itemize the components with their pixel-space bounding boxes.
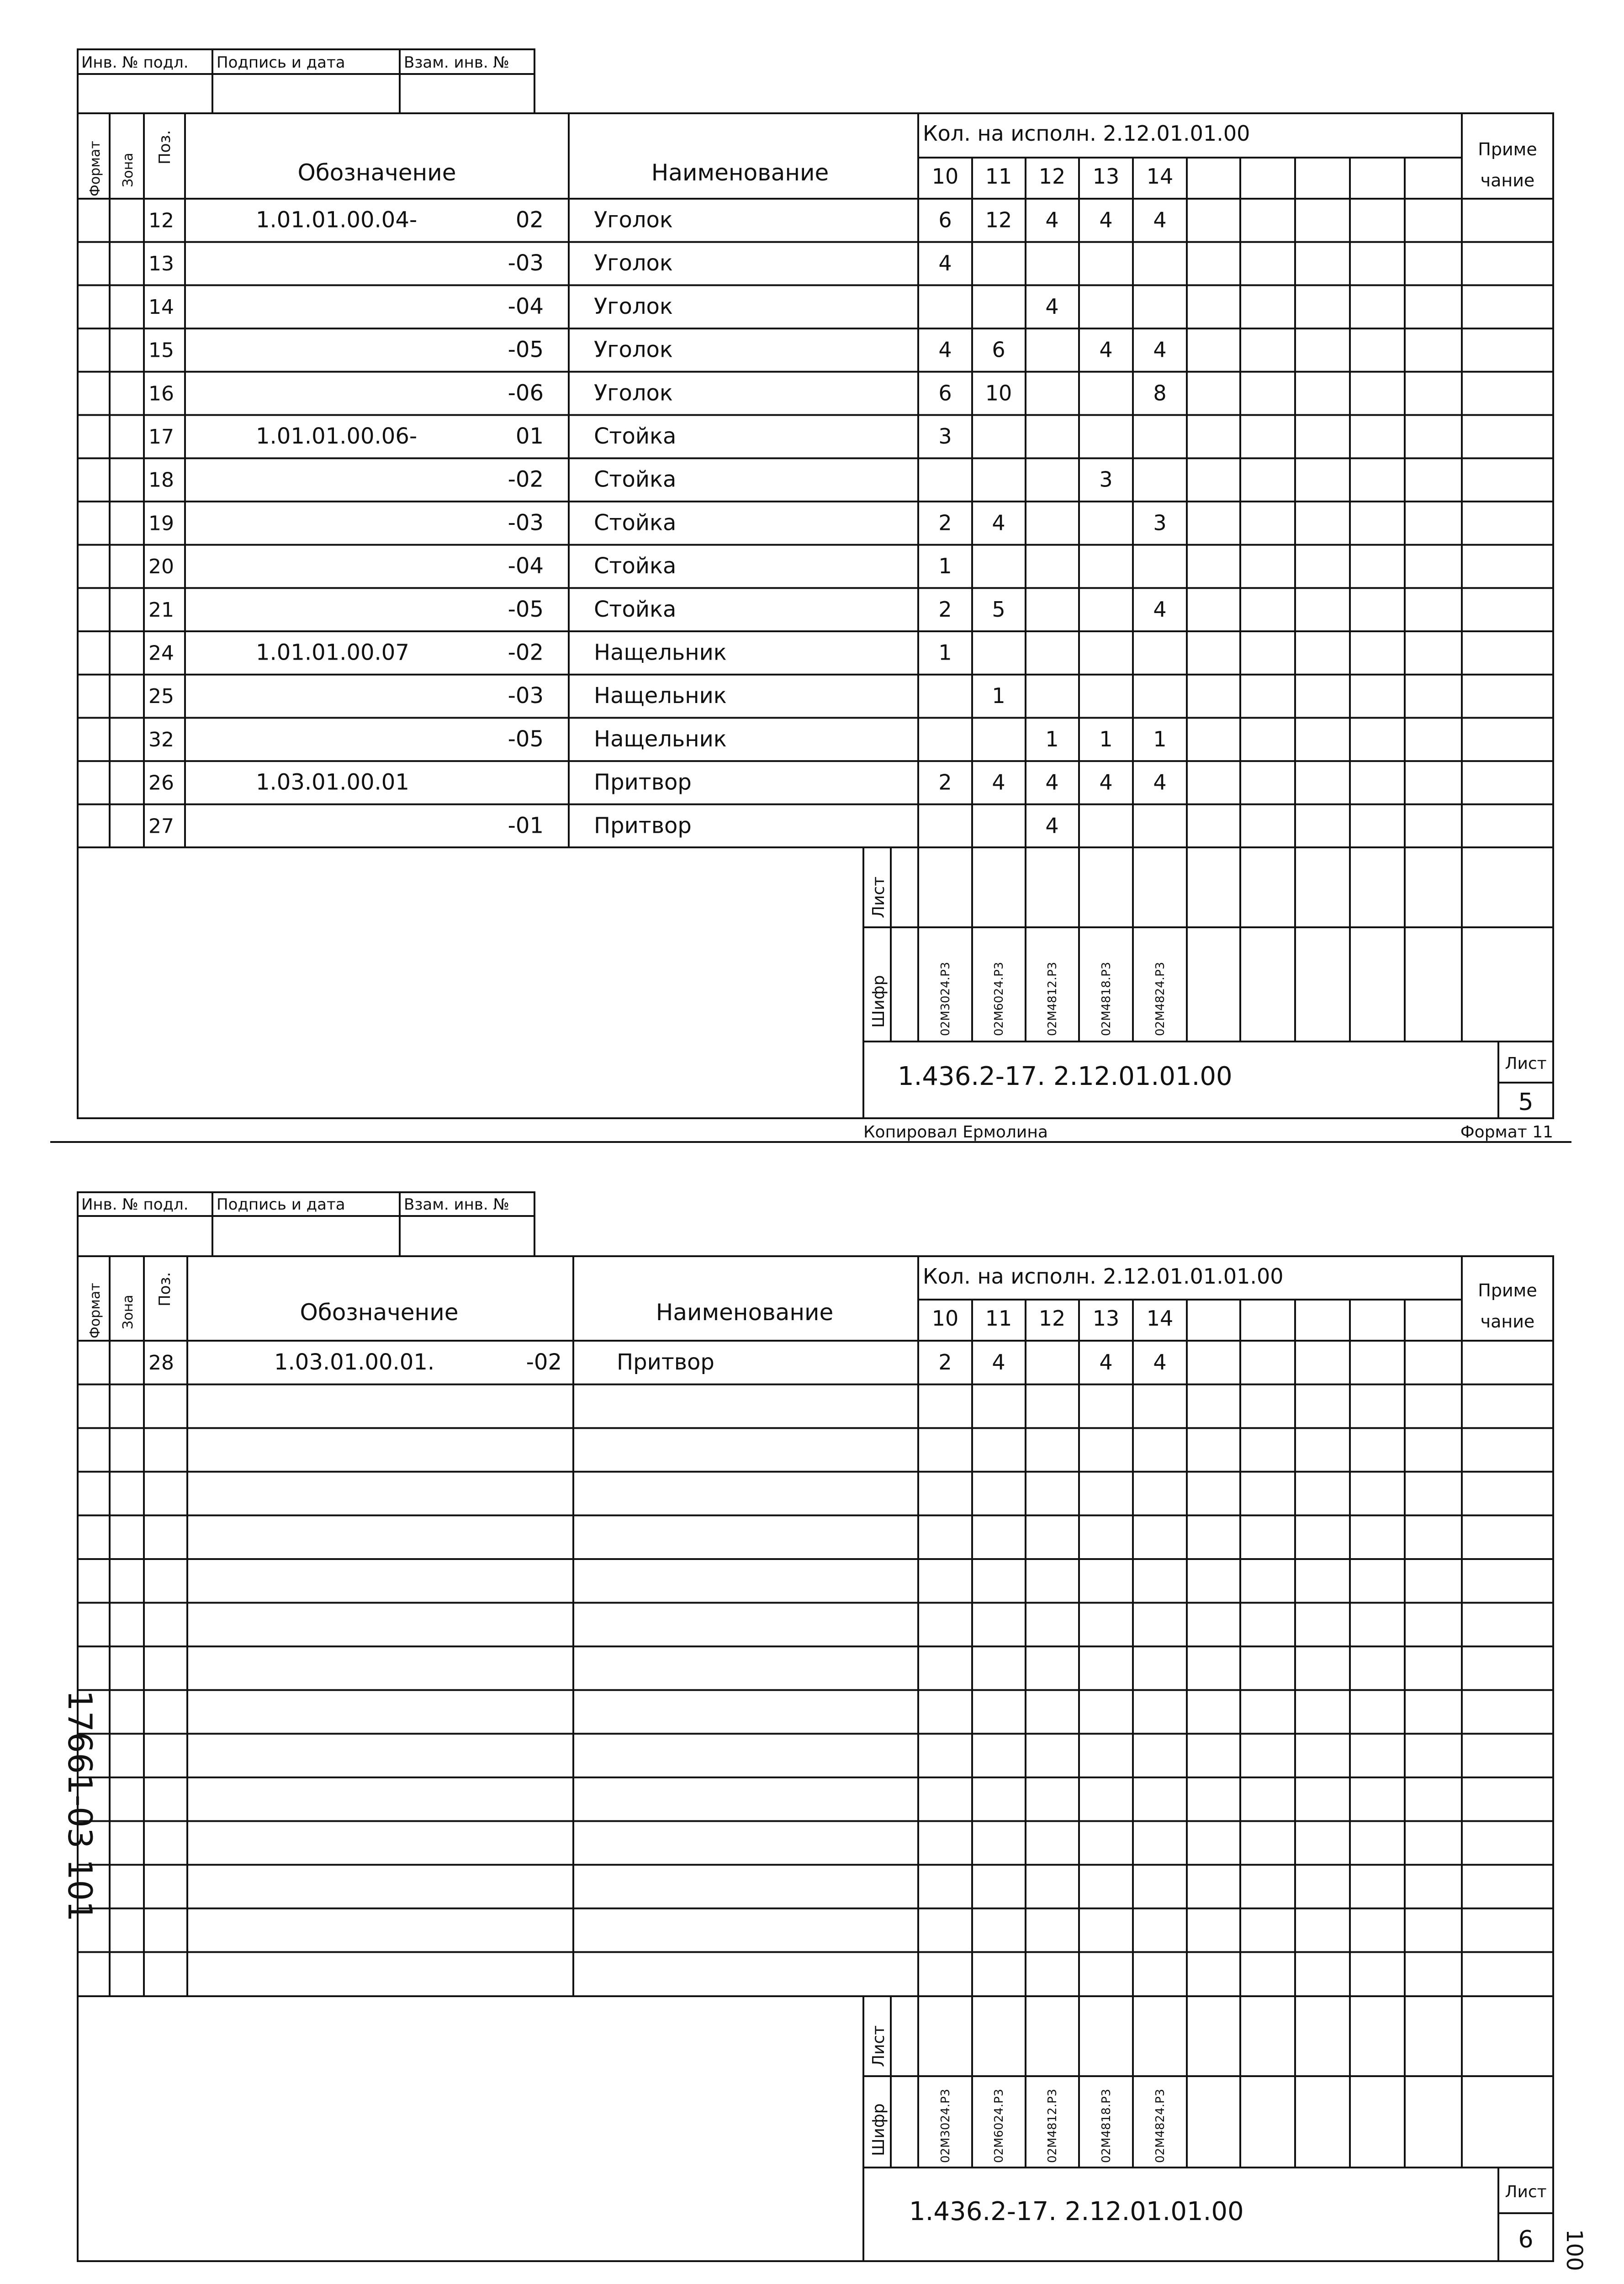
row-name: Нащельник bbox=[594, 640, 727, 666]
sheet-1 bbox=[81, 53, 1553, 1142]
qty-col-header: 14 bbox=[1146, 164, 1174, 189]
row-designation-suffix: -05 bbox=[508, 726, 544, 752]
table-row bbox=[148, 337, 1167, 363]
code-label: 02М6024.Р3 bbox=[992, 962, 1006, 1036]
code-label: 02М3024.Р3 bbox=[939, 2088, 952, 2163]
stamp-podpis: Подпись и дата bbox=[217, 1195, 345, 1214]
row-name: Уголок bbox=[594, 207, 673, 233]
table-row bbox=[148, 250, 952, 276]
qty-col-header: 14 bbox=[1146, 1306, 1174, 1331]
row-qty: 3 bbox=[1099, 467, 1113, 492]
footer-list-label: Лист bbox=[869, 2025, 888, 2067]
stamp-podpis: Подпись и дата bbox=[217, 53, 345, 72]
code-label: 02М4818.Р3 bbox=[1100, 962, 1113, 1036]
table-row bbox=[148, 1349, 1167, 1375]
row-name: Притвор bbox=[594, 769, 692, 795]
table-row bbox=[148, 380, 1167, 406]
footer-list-label: Лист bbox=[869, 876, 888, 918]
row-qty: 6 bbox=[938, 381, 952, 406]
row-qty: 4 bbox=[1045, 294, 1059, 319]
row-designation-suffix: -05 bbox=[508, 596, 544, 622]
row-designation: 1.03.01.00.01 bbox=[256, 769, 409, 795]
row-qty: 4 bbox=[1099, 770, 1113, 795]
row-designation-suffix: -02 bbox=[508, 466, 544, 492]
sheet-number: 6 bbox=[1518, 2226, 1534, 2253]
qty-col-header: 10 bbox=[931, 1306, 959, 1331]
row-designation-suffix: -04 bbox=[508, 293, 544, 319]
row-qty: 1 bbox=[992, 683, 1005, 708]
table-row bbox=[148, 294, 1059, 319]
header-name: Наименование bbox=[651, 159, 829, 186]
row-qty: 1 bbox=[1045, 726, 1059, 751]
qty-col-header: 12 bbox=[1038, 164, 1066, 189]
side-note: 17661-03 101 bbox=[61, 1690, 99, 1922]
code-label: 02М6024.Р3 bbox=[992, 2088, 1006, 2163]
row-qty: 2 bbox=[938, 597, 952, 622]
row-qty: 1 bbox=[1153, 726, 1167, 751]
row-name: Стойка bbox=[594, 423, 677, 449]
header-designation: Обозначение bbox=[297, 159, 456, 186]
qty-col-header: 10 bbox=[931, 164, 959, 189]
stamp-vzam: Взам. инв. № bbox=[404, 53, 509, 72]
row-name: Уголок bbox=[594, 293, 673, 319]
table-row bbox=[148, 726, 1167, 752]
row-qty: 4 bbox=[1045, 207, 1059, 233]
header-qty-title: Кол. на исполн. 2.12.01.01.01.00 bbox=[923, 1264, 1284, 1289]
row-qty: 5 bbox=[992, 597, 1005, 622]
table-row bbox=[148, 683, 1005, 708]
qty-col-header: 11 bbox=[985, 164, 1012, 189]
row-qty: 1 bbox=[1099, 726, 1113, 751]
qty-col-header: 12 bbox=[1038, 1306, 1066, 1331]
row-pos: 19 bbox=[148, 512, 174, 535]
table-row bbox=[148, 467, 1113, 492]
stamp-inv-podl: Инв. № подл. bbox=[81, 1195, 189, 1214]
row-pos: 32 bbox=[148, 728, 174, 751]
row-pos: 13 bbox=[148, 252, 174, 276]
row-qty: 12 bbox=[985, 207, 1012, 233]
row-qty: 4 bbox=[992, 770, 1005, 795]
sheet-label: Лист bbox=[1505, 2183, 1547, 2201]
table-row bbox=[148, 640, 952, 666]
row-designation-suffix: -05 bbox=[508, 337, 544, 363]
row-qty: 4 bbox=[992, 510, 1005, 535]
row-name: Нащельник bbox=[594, 683, 727, 709]
row-name: Притвор bbox=[617, 1349, 714, 1375]
row-qty: 4 bbox=[938, 251, 952, 276]
row-name: Уголок bbox=[594, 250, 673, 276]
table-row bbox=[148, 553, 952, 579]
format-note: Формат 11 bbox=[1460, 1123, 1553, 1142]
header-name: Наименование bbox=[656, 1299, 834, 1326]
doc-number: 1.436.2-17. 2.12.01.01.00 bbox=[898, 1062, 1233, 1091]
row-pos: 26 bbox=[148, 771, 174, 795]
row-pos: 20 bbox=[148, 555, 174, 579]
sheet-number: 5 bbox=[1518, 1089, 1534, 1116]
header-pos: Поз. bbox=[156, 1272, 174, 1306]
row-pos: 27 bbox=[148, 814, 174, 838]
row-designation-suffix: -04 bbox=[508, 553, 544, 579]
row-pos: 12 bbox=[148, 209, 174, 233]
row-qty: 6 bbox=[992, 337, 1005, 362]
row-qty: 10 bbox=[985, 381, 1012, 406]
row-qty: 2 bbox=[938, 510, 952, 535]
row-designation-suffix: -02 bbox=[508, 640, 544, 666]
qty-col-header: 11 bbox=[985, 1306, 1012, 1331]
code-label: 02М4824.Р3 bbox=[1153, 2088, 1167, 2163]
row-name: Притвор bbox=[594, 813, 692, 839]
copied-by: Копировал Ермолина bbox=[863, 1123, 1048, 1142]
footer-shifr-label: Шифр bbox=[869, 2103, 888, 2156]
row-qty: 8 bbox=[1153, 381, 1167, 406]
row-name: Стойка bbox=[594, 510, 677, 536]
row-qty: 4 bbox=[938, 337, 952, 362]
row-pos: 18 bbox=[148, 468, 174, 492]
stamp-vzam: Взам. инв. № bbox=[404, 1195, 509, 1214]
row-designation-suffix: -01 bbox=[508, 813, 544, 839]
header-note-1: Приме bbox=[1478, 1280, 1537, 1301]
row-qty: 3 bbox=[938, 424, 952, 449]
row-qty: 4 bbox=[992, 1350, 1005, 1375]
row-designation-suffix: 01 bbox=[515, 423, 544, 449]
table-row bbox=[148, 207, 1167, 233]
row-qty: 4 bbox=[1045, 770, 1059, 795]
header-note-2: чание bbox=[1480, 1311, 1535, 1332]
code-label: 02М4812.Р3 bbox=[1046, 962, 1059, 1036]
code-label: 02М4818.Р3 bbox=[1100, 2088, 1113, 2163]
row-designation: 1.01.01.00.04- bbox=[256, 207, 418, 233]
sheet-2 bbox=[81, 1195, 1547, 2253]
row-designation-suffix: 02 bbox=[515, 207, 544, 233]
row-name: Уголок bbox=[594, 337, 673, 363]
row-qty: 4 bbox=[1099, 1350, 1113, 1375]
row-pos: 17 bbox=[148, 425, 174, 449]
stamp-inv-podl: Инв. № подл. bbox=[81, 53, 189, 72]
footer-shifr-label: Шифр bbox=[869, 975, 888, 1028]
row-pos: 16 bbox=[148, 382, 174, 406]
table-row bbox=[148, 597, 1167, 622]
row-qty: 4 bbox=[1153, 337, 1167, 362]
row-designation: 1.03.01.00.01. bbox=[274, 1349, 435, 1375]
row-pos: 25 bbox=[148, 685, 174, 708]
row-qty: 4 bbox=[1099, 337, 1113, 362]
table-row bbox=[148, 813, 1059, 838]
row-designation-suffix: -02 bbox=[526, 1349, 562, 1375]
code-label: 02М3024.Р3 bbox=[939, 962, 952, 1036]
header-format: Формат bbox=[87, 1283, 103, 1338]
row-name: Стойка bbox=[594, 466, 677, 492]
row-qty: 4 bbox=[1153, 770, 1167, 795]
row-designation-suffix: -03 bbox=[508, 683, 544, 709]
row-qty: 2 bbox=[938, 770, 952, 795]
code-label: 02М4824.Р3 bbox=[1153, 962, 1167, 1036]
row-pos: 15 bbox=[148, 338, 174, 362]
table-row bbox=[148, 423, 952, 449]
code-label: 02М4812.Р3 bbox=[1046, 2088, 1059, 2163]
qty-col-header: 13 bbox=[1092, 1306, 1120, 1331]
row-name: Стойка bbox=[594, 553, 677, 579]
header-note-2: чание bbox=[1480, 170, 1535, 190]
header-format: Формат bbox=[87, 141, 103, 196]
row-qty: 1 bbox=[938, 554, 952, 579]
row-qty: 4 bbox=[1153, 1350, 1167, 1375]
row-pos: 28 bbox=[148, 1351, 174, 1375]
qty-col-header: 13 bbox=[1092, 164, 1120, 189]
row-designation-suffix: -03 bbox=[508, 510, 544, 536]
row-pos: 14 bbox=[148, 295, 174, 319]
row-designation: 1.01.01.00.07 bbox=[256, 640, 409, 666]
row-qty: 3 bbox=[1153, 510, 1167, 535]
page-number: 100 bbox=[1561, 2229, 1587, 2271]
row-pos: 21 bbox=[148, 598, 174, 622]
row-qty: 4 bbox=[1153, 597, 1167, 622]
row-name: Уголок bbox=[594, 380, 673, 406]
row-qty: 1 bbox=[938, 640, 952, 665]
row-qty: 2 bbox=[938, 1350, 952, 1375]
header-note-1: Приме bbox=[1478, 139, 1537, 159]
row-designation-suffix: -06 bbox=[508, 380, 544, 406]
table-row bbox=[148, 510, 1167, 535]
row-name: Нащельник bbox=[594, 726, 727, 752]
row-qty: 6 bbox=[938, 207, 952, 233]
row-name: Стойка bbox=[594, 596, 677, 622]
doc-number: 1.436.2-17. 2.12.01.01.00 bbox=[909, 2197, 1244, 2226]
table-row bbox=[148, 770, 1167, 795]
header-zone: Зона bbox=[120, 1295, 136, 1329]
row-qty: 4 bbox=[1153, 207, 1167, 233]
header-designation: Обозначение bbox=[300, 1299, 459, 1326]
header-zone: Зона bbox=[120, 153, 136, 187]
row-pos: 24 bbox=[148, 641, 174, 665]
row-designation-suffix: -03 bbox=[508, 250, 544, 276]
sheet-label: Лист bbox=[1505, 1054, 1547, 1073]
row-designation: 1.01.01.00.06- bbox=[256, 423, 418, 449]
row-qty: 4 bbox=[1045, 813, 1059, 838]
row-qty: 4 bbox=[1099, 207, 1113, 233]
header-pos: Поз. bbox=[156, 130, 174, 164]
header-qty-title: Кол. на исполн. 2.12.01.01.00 bbox=[923, 121, 1250, 146]
